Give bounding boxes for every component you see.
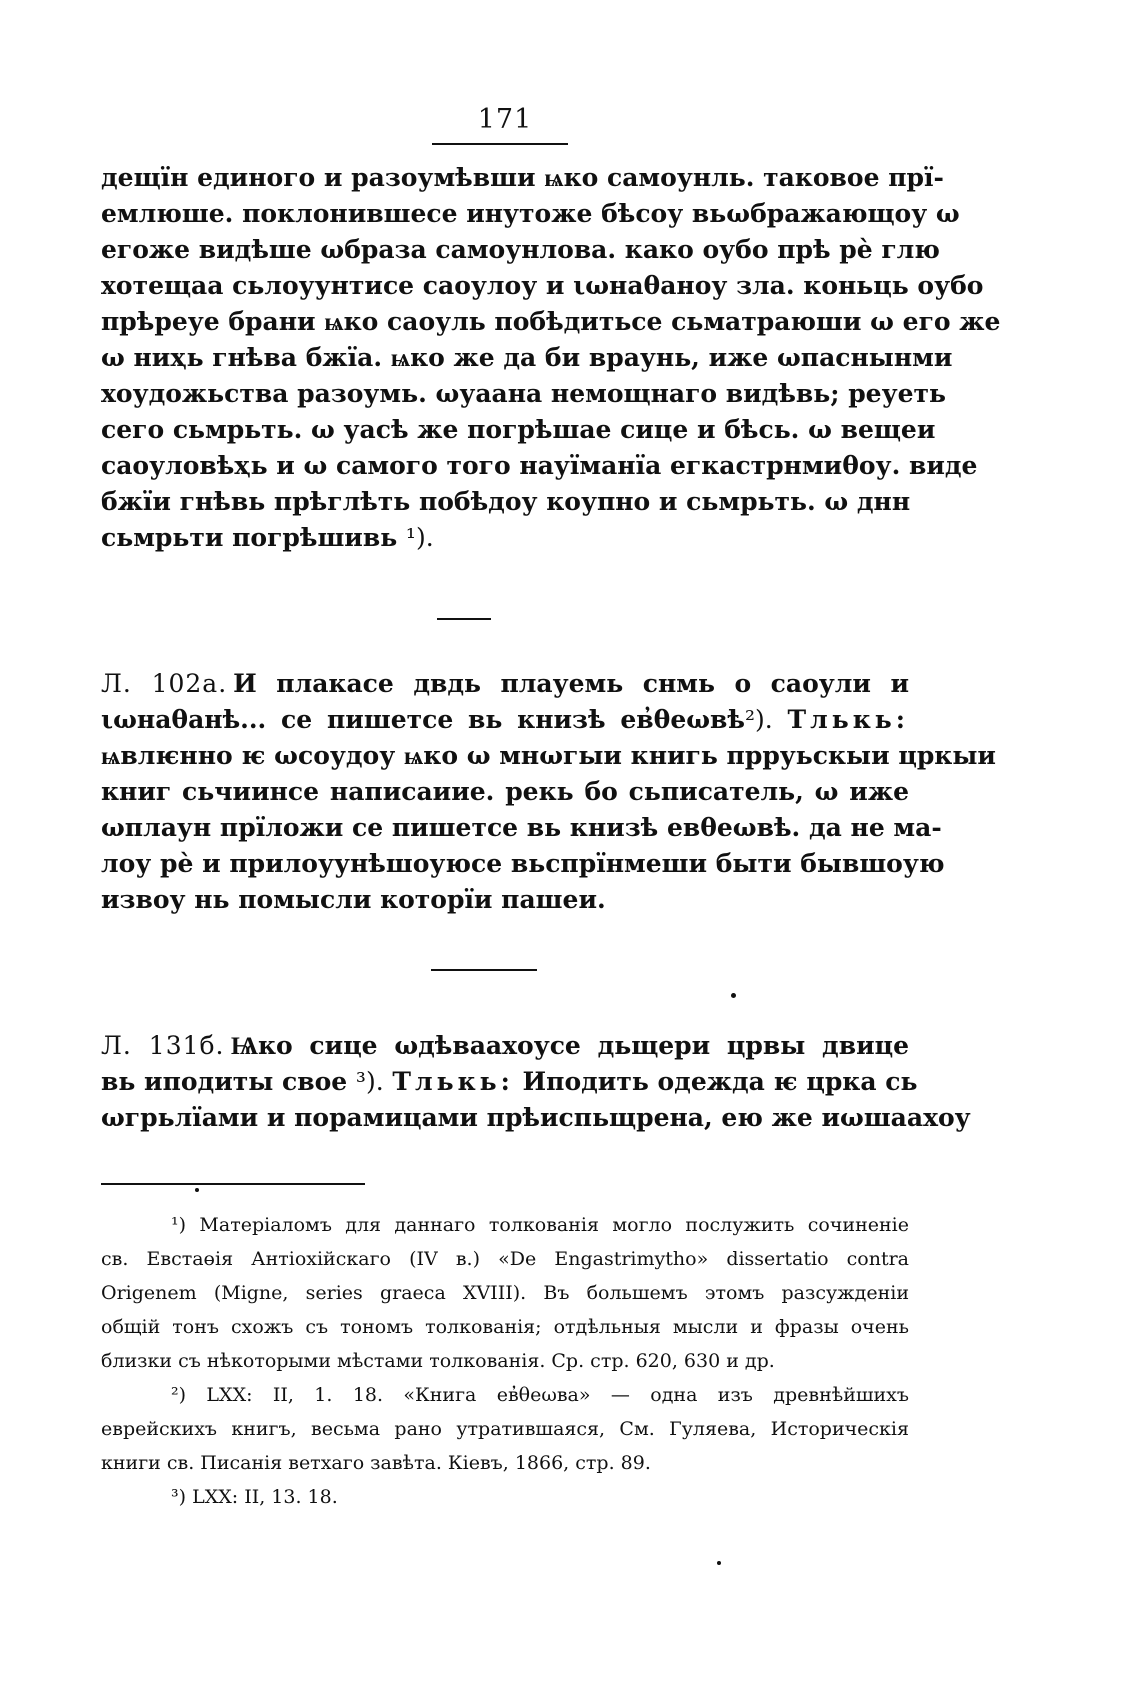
commentary-section-2 bbox=[101, 666, 996, 918]
commentary-section-1 bbox=[101, 160, 1001, 556]
text-line: хотещаа сьлоуунтисе саоулоу и ιωнаθаноу зла. коньць оубо bbox=[101, 271, 984, 300]
stray-mark bbox=[195, 1188, 199, 1192]
text-line: ω ниҳь гнѣва бжїа. ѩко же да би враунь, иже ωпаснынми bbox=[101, 343, 953, 372]
footnote-2-line: ²) LXX: II, 1. 18. «Книга ев̓θеωва» — одна изъ древнѣйшихъ bbox=[171, 1384, 909, 1406]
footnote-1-line: общій тонъ схожъ съ тономъ толкованія; отдѣльныя мысли и фразы очень bbox=[101, 1316, 909, 1338]
text-line: егоже видѣше ωбраза самоунлова. како оубо прѣ рѐ глю bbox=[101, 235, 940, 264]
footnote-ref: ¹). bbox=[405, 523, 434, 552]
page-number: 171 bbox=[477, 104, 533, 135]
text-line: Л. 102а. И плакасе двдь плауемь снмь о саоули и bbox=[101, 669, 910, 698]
text-line: бжїи гнѣвь прѣглѣть побѣдоу коупно и сьмрьть. ω днн bbox=[101, 487, 911, 516]
footnotes bbox=[101, 1208, 909, 1514]
footnote-2-line: книги св. Писанія ветхаго завѣта. Кіевъ, 1866, стр. 89. bbox=[101, 1452, 651, 1474]
folio-reference: Л. 131б. bbox=[101, 1031, 225, 1060]
section-separator bbox=[431, 969, 537, 971]
footnote-ref: ²). bbox=[745, 705, 773, 734]
text-line: ιωнаθанѣ... се пишетсе вь книзѣ ев̓θеωвѣ²). Тлькь: bbox=[101, 705, 909, 734]
text-line: саоуловѣҳь и ω самого того науїманїа егкастрнмиθоу. виде bbox=[101, 451, 978, 480]
text-line: хоудожьства разоумь. ωуаана немощнаго видѣвь; реуеть bbox=[101, 379, 946, 408]
footnote-1-line: св. Евстаөія Антіохійскаго (IV в.) «De Engastrimytho» dissertatio contra bbox=[101, 1248, 909, 1270]
section-separator bbox=[437, 618, 491, 620]
text-line: ѩвлѥнно ѥ ωсоудоу ѩко ω мнωгыи книгь прруьскыи цркыи bbox=[101, 741, 996, 770]
footnote-3-line: ³) LXX: II, 13. 18. bbox=[171, 1486, 338, 1508]
text-line: Л. 131б. Ѩко сице ωдѣваахоусе дьщери црвы двице bbox=[101, 1031, 909, 1060]
footnote-ref: ³). bbox=[355, 1067, 384, 1096]
page-number-rule bbox=[432, 143, 568, 145]
footnote-1-line: близки съ нѣкоторыми мѣстами толкованія. Ср. стр. 620, 630 и др. bbox=[101, 1350, 775, 1372]
text-line: ωгрьлїами и порамицами прѣиспьщрена, ею же иωшаахоу bbox=[101, 1103, 971, 1132]
folio-reference: Л. 102а. bbox=[101, 669, 228, 698]
footnote-1-line: Origenem (Migne, series graeca XVIII). Въ большемъ этомъ разсужденіи bbox=[101, 1282, 909, 1304]
text-line: сего сьмрьть. ω уасѣ же погрѣшае сице и бѣсь. ω вещеи bbox=[101, 415, 936, 444]
footnote-1-line: ¹) Матеріаломъ для даннаго толкованія могло послужить сочиненіе bbox=[171, 1214, 909, 1236]
stray-mark bbox=[717, 1561, 721, 1565]
commentary-section-3 bbox=[101, 1028, 971, 1136]
text-line: емлюше. поклонившесе инутоже бѣсоу вьωбражающоу ω bbox=[101, 199, 960, 228]
text-line: вь иподиты свое ³). Тлькь: Иподить одежда ѥ црка сь bbox=[101, 1067, 918, 1096]
text-line: ωплаун прїложи се пишетсе вь книзѣ евθеωвѣ. да не ма- bbox=[101, 813, 942, 842]
stray-mark bbox=[731, 993, 736, 998]
text-line: книг сьчиинсе написаиие. рекь бо сьписатель, ω иже bbox=[101, 777, 909, 806]
footnote-2-line: еврейскихъ книгъ, весьма рано утратившаяся, См. Гуляева, Историческія bbox=[101, 1418, 909, 1440]
text-line: сьмрьти погрѣшивь ¹). bbox=[101, 523, 434, 552]
text-line: прѣреуе брани ѩко саоуль побѣдитьсе сьматраюши ω его же bbox=[101, 307, 1001, 336]
tlk-marker: Тлькь: bbox=[787, 705, 909, 734]
text-line: извоу нь помысли которїи пашеи. bbox=[101, 885, 606, 914]
tlk-marker: Тлькь: bbox=[392, 1067, 514, 1096]
text-line: дещїн единого и разоумѣвши ѩко самоунль. таковое прї- bbox=[101, 163, 944, 192]
footnote-rule bbox=[101, 1183, 365, 1185]
text-line: лоу рѐ и прилоуунѣшоуюсе вьспрїнмеши быти бывшоую bbox=[101, 849, 945, 878]
